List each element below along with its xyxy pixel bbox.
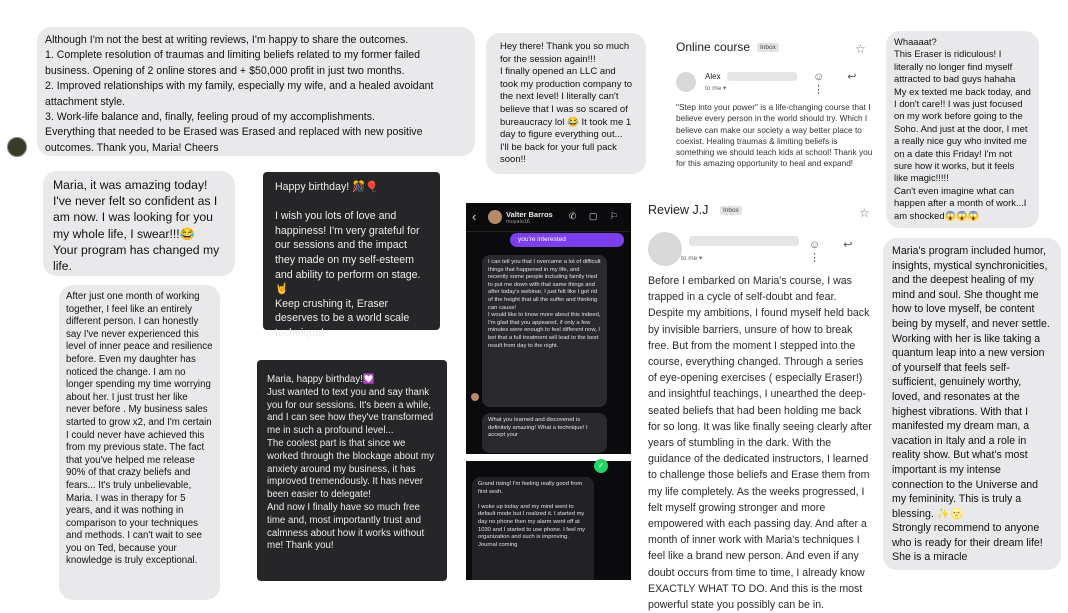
contact-avatar — [488, 210, 502, 224]
testimonial-confidence: Maria, it was amazing today! I've never felt so confident as I am now. I was looking for you my whole life, I swear!!!😂 Your program has changed my life. — [43, 171, 235, 276]
testimonial-birthday-stage: Happy birthday! 🎊🎈 I wish you lots of love and happiness! I'm very grateful for our sessions and the impact they made on my self-esteem and ability to perform on stage.🤘 Keep crushing it, Eraser deserves to be a world scale technique! — [263, 172, 440, 330]
contact-handle: muyalu16 — [506, 219, 530, 225]
testimonial-llc: Hey there! Thank you so much for the session again!!! I finally opened an LLC and took my production company to the next level! I literally can't believe that I was so scared of bureaucracy lol 😂 It took me 1 day to figure everything out... I'll be back for your full pack soon!! — [486, 33, 646, 174]
star-icon[interactable]: ☆ — [855, 42, 866, 56]
star-icon[interactable]: ☆ — [859, 206, 870, 220]
recipient-toggle[interactable]: to me ▾ — [705, 85, 727, 92]
received-message: What you learned and discovered is definitely amazing! What a technique! I accept your — [482, 413, 607, 453]
email-online-course — [665, 30, 878, 198]
sent-message: you're interested — [510, 233, 624, 247]
testimonial-failed-business: Although I'm not the best at writing reviews, I'm happy to share the outcomes. 1. Complete resolution of traumas and limiting beliefs related to my former failed business. Opening of 2 online stores and + $50,000 profit in just two months. 2. Improved relationships with my family, especially my wife, and a healed avoidant attachment style. 3. Work-life balance and, finally, feeling proud of my accomplishments. Everything that needed to be Erased was Erased and replaced with new positive outcomes. Thank you, Maria! Cheers — [37, 27, 475, 156]
inbox-label[interactable]: Inbox — [720, 206, 742, 215]
reviewer-avatar — [7, 137, 27, 157]
chat-screenshot-valter — [466, 203, 631, 454]
contact-name: Valter Barros — [506, 210, 553, 219]
sender-avatar — [676, 72, 696, 92]
testimonial-eraser-magic: Whaaaat? This Eraser is ridiculous! I literally no longer find myself attracted to bad guys hahaha My ex texted me back today, and I don't care!! I was just focused on my work before going to the Soho. And just at the door, I met a really nice guy who invited me on a date this Friday! I'm not sure how it works, but it feels like magic!!!!! Can't even imagine what can happen after a month of work...I am shocked😱😱😱 — [886, 31, 1039, 228]
sender-avatar — [648, 232, 682, 266]
inbox-label[interactable]: Inbox — [757, 43, 779, 52]
blurred-sender-name — [689, 236, 799, 246]
chat-screenshot-grand-rising — [466, 461, 631, 580]
received-message: I can tell you that I overcame a lot of difficult things that happened in my life, and recently some people including family tried to put me down with that same things and after today's webinar, I just felt like I got rid of the height that all the suffer and thinking can cause! I would like to know more about this indeed, I'm glad that you appeared, if only a few minutes were enough to feel different now, I bet that a full treatment will lead to the best result from day to the night. — [482, 255, 607, 407]
message-avatar — [471, 393, 479, 401]
recipient-toggle[interactable]: to me ▾ — [681, 255, 703, 262]
testimonial-birthday-business: Maria, happy birthday!💟 Just wanted to text you and say thank you for our sessions. It's been a while, and I can see how they've transformed me in such a profound level... The coolest part is that since we worked through the blockage about my anxiety around my business, it has improved tremendously. It has never been easier to delegate! And now I finally have so much free time and, most importantly trust and calmness about how it works without me! Thank you! — [257, 360, 447, 581]
testimonial-inner-peace: After just one month of working together, I feel like an entirely different person. I can honestly say I've never experienced this level of inner peace and resilience before. Even my daughter has noticed the change. I am no longer spending my time worrying about her. I just trust her like never before . My business sales started to grow x2, and I'm certain I could never have achieved this from my previous state. The fact that you've helped me release 90% of that crazy beliefs and fears... It's truly unbelievable, Maria. I was in therapy for 5 years, and it was nothing in comparison to your techniques and methods. I can't wait to see you on Ted, because your knowledge is truly exceptional. — [59, 285, 220, 600]
sender-name: Alex — [705, 72, 721, 81]
email-subject: Review J.J — [648, 203, 709, 217]
received-message: Grand rising! I'm feeling really good from first sesh. I woke up today and my mind went to default mode but I realized it. I started my day no phone then my alarm went off at 1030 and I started to use phone. I feel my organization and such is improving. Journal coming — [472, 477, 594, 580]
email-subject: Online course — [676, 40, 751, 54]
reply-actions-icons[interactable]: ☺ ↩ ⋮ — [809, 239, 863, 264]
reply-actions-icons[interactable]: ☺ ↩ ⋮ — [813, 71, 867, 96]
whatsapp-icon: ✓ — [594, 459, 608, 473]
testimonial-dream-life: Maria's program included humor, insights, mystical synchronicities, and the deepest healing of my mind and soul. She thought me how to love myself, be content being by myself, and never settle. Working with her is like taking a quantum leap into a new version of yourself that feels self-sufficient, genuinely worthy, loved, and resonates at the highest vibrations. With that I manifested my dream man, a vacation in Italy and a role in reality show. But what's most important is my intense connection to the Universe and my femininity. This is truly a blessing. ✨🌝 Strongly recommend to anyone who is ready for their dream life! She is a miracle — [883, 238, 1061, 570]
blurred-sender-email — [727, 72, 797, 81]
email-body: "Step into your power" is a life-changing course that I believe every person in the world should try. Which I believe can make our society a way better place to coexist. Healing traumas & limiting beliefs is something we should teach kids at school! Thank you for this amazing opportunity to heal and expand! — [676, 102, 873, 169]
chat-header — [466, 203, 631, 232]
email-review-jj — [637, 198, 875, 612]
back-arrow-icon[interactable]: ‹ — [472, 209, 477, 224]
email-body: Before I embarked on Maria's course, I was trapped in a cycle of self-doubt and fear. Despite my ambitions, I found myself held back by invisible barriers, unsure of how to break free. But from the moment I stepped into the course, everything changed. Through a series of eye-opening exercises ( especially Eraser!) and insightful teachings, I unearthed the deep-seated beliefs that had been holding me back for so long. It was like finally seeing clearly after years of stumbling in the dark. With the guidance of the dedicated instructors, I learned to challenge those beliefs and Erase them from my life completely. As the weeks progressed, I felt myself growing stronger and more empowered with each passing day. And after a month of inner work with Maria's techniques I feel like a brand new person. And even if any doubt occurs from time to time, I already know EXACTLY WHAT TO DO. And this is the most powerful state you possibly can be in. — [648, 275, 872, 612]
call-video-flag-icons[interactable]: ✆ ▢ ⚐ — [568, 211, 623, 221]
